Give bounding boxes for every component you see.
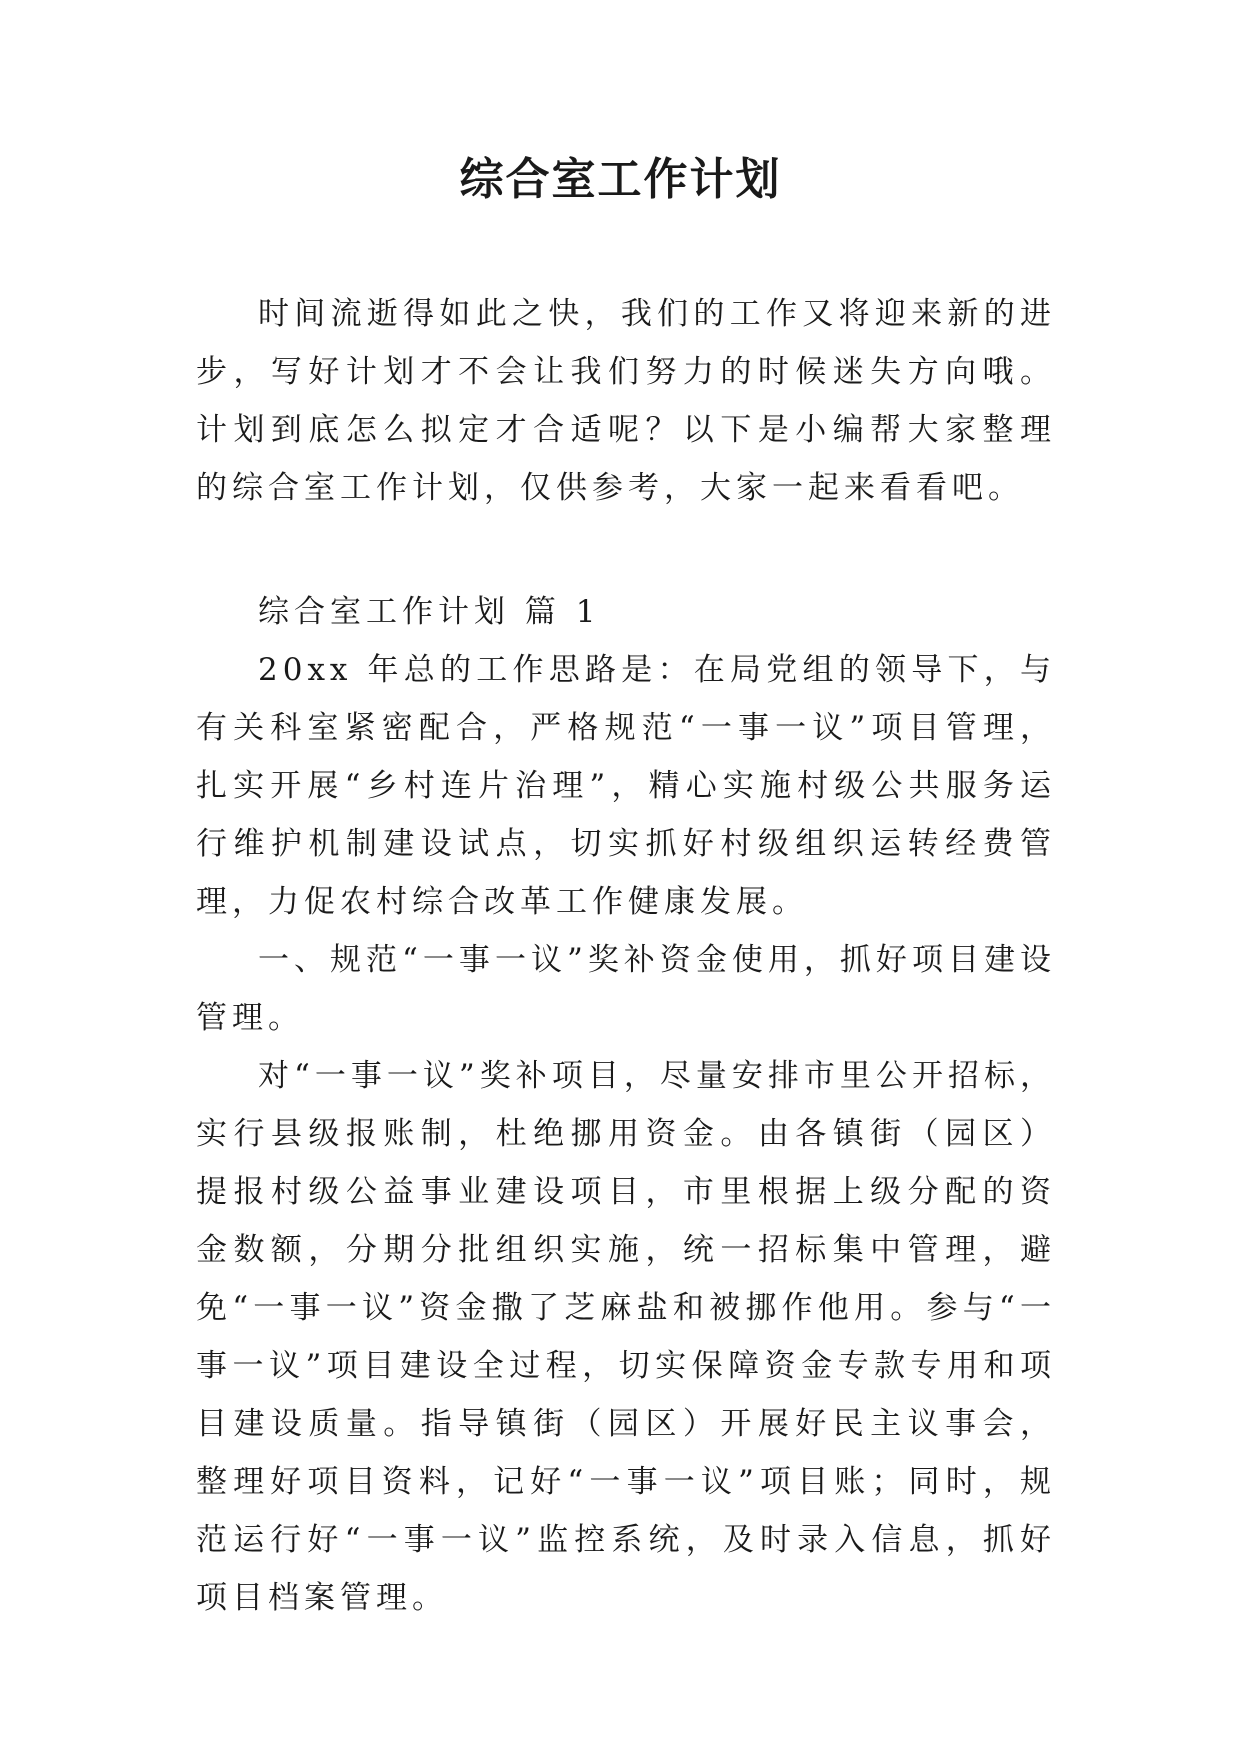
section-heading: 综合室工作计划 篇 1 (258, 594, 601, 630)
intro-section (196, 285, 1056, 517)
intro-paragraph: 时间流逝得如此之快，我们的工作又将迎来新的进步，写好计划才不会让我们努力的时候迷失方向哦。计划到底怎么拟定才合适呢？以下是小编帮大家整理的综合室工作计划，仅供参考，大家一起来看看吧。 (196, 296, 1056, 506)
document-title: 综合室工作计划 (459, 154, 782, 205)
paragraph-project-details: 对“一事一议”奖补项目，尽量安排市里公开招标，实行县级报账制，杜绝挪用资金。由各镇街（园区）提报村级公益事业建设项目，市里根据上级分配的资金数额，分期分批组织实施，统一招标集中管理，避免“一事一议”资金撒了芝麻盐和被挪作他用。参与“一事一议”项目建设全过程，切实保障资金专款专用和项目建设质量。指导镇街（园区）开展好民主议事会，整理好项目资料，记好“一事一议”项目账；同时，规范运行好“一事一议”监控系统，及时录入信息，抓好项目档案管理。 (196, 1058, 1056, 1616)
paragraph-work-outline: 20xx 年总的工作思路是：在局党组的领导下，与有关科室紧密配合，严格规范“一事一议”项目管理，扎实开展“乡村连片治理”，精心实施村级公共服务运行维护机制建设试点，切实抓好村级组织运转经费管理，力促农村综合改革工作健康发展。 (196, 652, 1056, 920)
paragraph-point-one: 一、规范“一事一议”奖补资金使用，抓好项目建设管理。 (196, 942, 1056, 1036)
article-section (196, 583, 1056, 1627)
